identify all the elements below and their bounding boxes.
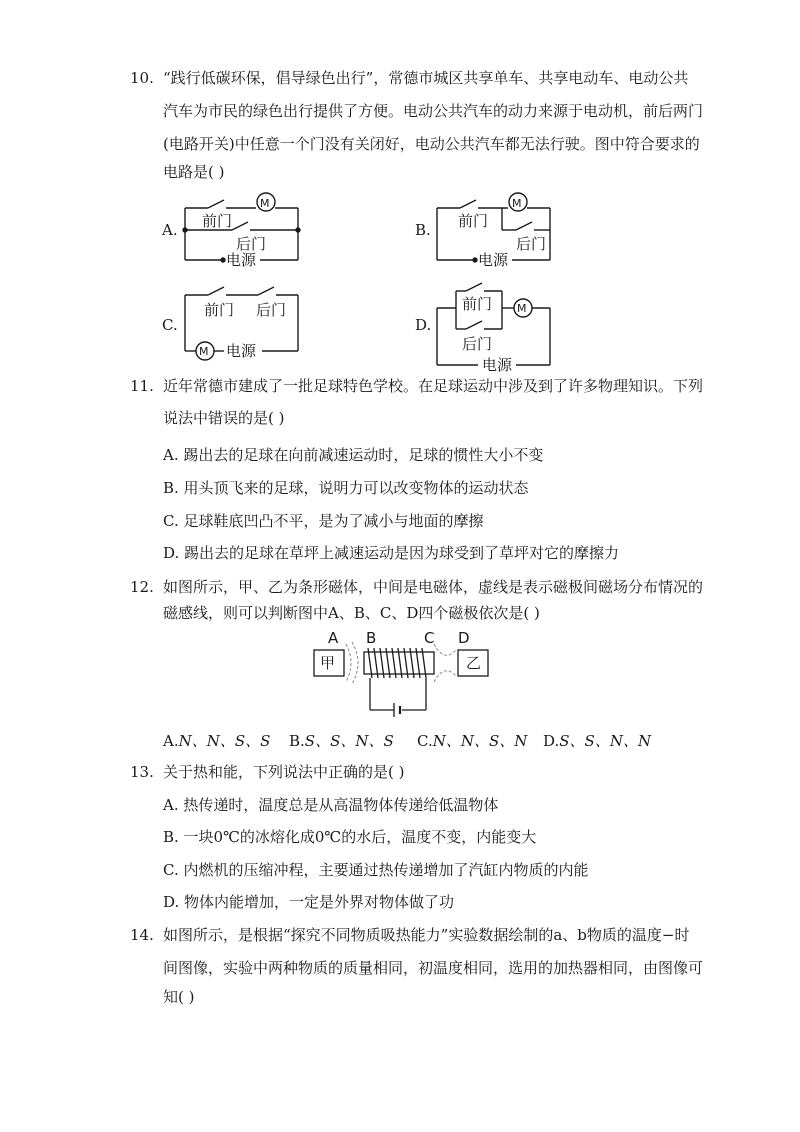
circuit-c-front-door: 前门: [204, 301, 235, 319]
pole-b-label: B: [366, 629, 377, 647]
option-a-letter: A.: [163, 732, 179, 750]
circuit-b-diagram: [432, 188, 562, 268]
circuit-d-front-door: 前门: [462, 295, 493, 313]
question-12-option-d: [543, 731, 651, 751]
option-a-value: N、N、S、S: [178, 732, 271, 750]
question-12-number: 12.: [130, 578, 154, 596]
question-12-line-2: 磁感线，则可以判断图中A、B、C、D四个磁极依次是( ): [163, 604, 540, 622]
question-12-option-a: [163, 731, 270, 751]
question-11-line-1: 近年常德市建成了一批足球特色学校。在足球运动中涉及到了许多物理知识。下列: [163, 377, 704, 395]
question-13-line-1: 关于热和能，下列说法中正确的是( ): [163, 763, 405, 781]
circuit-d-back-door: 后门: [462, 335, 493, 353]
circuit-b-front-door: 前门: [458, 212, 489, 230]
question-14-number: 14.: [130, 926, 154, 944]
pole-a-label: A: [328, 629, 339, 647]
circuit-a-diagram: [180, 188, 310, 268]
question-11-number: 11.: [130, 377, 154, 395]
question-13-option-b: B. 一块0℃的冰熔化成0℃的水后，温度不变，内能变大: [163, 828, 537, 846]
option-d-value: S、S、N、N: [559, 732, 652, 750]
circuit-b-back-door: 后门: [516, 235, 547, 253]
circuit-d-source: 电源: [482, 356, 513, 374]
circuit-d-diagram: [432, 283, 562, 373]
question-13-option-d: D. 物体内能增加，一定是外界对物体做了功: [163, 893, 455, 911]
option-c-value: N、N、S、N: [432, 732, 528, 750]
question-12-line-1: 如图所示，甲、乙为条形磁体，中间是电磁体，虚线是表示磁极间磁场分布情况的: [163, 578, 704, 596]
pole-d-label: D: [458, 629, 470, 647]
circuit-a-label: A.: [162, 221, 178, 239]
question-10-line-3: (电路开关)中任意一个门没有关闭好，电动公共汽车都无法行驶。图中符合要求的: [163, 135, 700, 153]
option-c-letter: C.: [417, 732, 433, 750]
circuit-a-front-door: 前门: [202, 212, 233, 230]
question-11-option-c: C. 足球鞋底凹凸不平，是为了减小与地面的摩擦: [163, 512, 484, 530]
question-10-line-4: 电路是( ): [163, 163, 225, 181]
circuit-d-motor: M: [517, 302, 527, 315]
question-11-option-d: D. 踢出去的足球在草坪上减速运动是因为球受到了草坪对它的摩擦力: [163, 544, 620, 562]
circuit-c-motor: M: [199, 345, 209, 358]
circuit-c-label: C.: [162, 316, 178, 334]
circuit-b-motor: M: [512, 197, 522, 210]
magnet-jia-label: 甲: [320, 654, 336, 672]
question-14-line-3: 知( ): [163, 988, 195, 1006]
circuit-c-source: 电源: [226, 342, 257, 360]
circuit-b-label: B.: [415, 221, 431, 239]
pole-c-label: C: [424, 629, 435, 647]
circuit-a-motor: M: [260, 197, 270, 210]
question-12-option-c: [417, 731, 527, 751]
magnet-yi-label: 乙: [466, 654, 482, 672]
question-10-line-2: 汽车为市民的绿色出行提供了方便。电动公共汽车的动力来源于电动机，前后两门: [163, 102, 704, 120]
question-14-line-1: 如图所示，是根据“探究不同物质吸热能力”实验数据绘制的a、b物质的温度−时: [163, 926, 690, 944]
option-b-letter: B.: [289, 732, 305, 750]
circuit-a-back-door: 后门: [236, 235, 267, 253]
question-11-line-2: 说法中错误的是( ): [163, 409, 285, 427]
question-14-line-2: 间图像，实验中两种物质的质量相同，初温度相同，选用的加热器相同，由图像可: [163, 959, 704, 977]
circuit-c-diagram: [180, 283, 310, 363]
circuit-d-label: D.: [415, 316, 432, 334]
circuit-c-back-door: 后门: [256, 301, 287, 319]
question-11-option-a: A. 踢出去的足球在向前减速运动时，足球的惯性大小不变: [163, 446, 544, 464]
question-13-option-c: C. 内燃机的压缩冲程，主要通过热传递增加了汽缸内物质的内能: [163, 861, 589, 879]
question-13-option-a: A. 热传递时，温度总是从高温物体传递给低温物体: [163, 796, 499, 814]
question-10-line-1: “践行低碳环保，倡导绿色出行”，常德市城区共享单车、共享电动车、电动公共: [163, 69, 689, 87]
electromagnet-diagram: [312, 630, 512, 720]
circuit-b-source: 电源: [478, 251, 509, 269]
question-11-option-b: B. 用头顶飞来的足球，说明力可以改变物体的运动状态: [163, 479, 529, 497]
question-13-number: 13.: [130, 763, 154, 781]
option-b-value: S、S、N、S: [304, 732, 394, 750]
option-d-letter: D.: [543, 732, 560, 750]
circuit-a-source: 电源: [226, 251, 257, 269]
question-10-number: 10.: [130, 69, 154, 87]
question-12-option-b: [289, 731, 394, 751]
